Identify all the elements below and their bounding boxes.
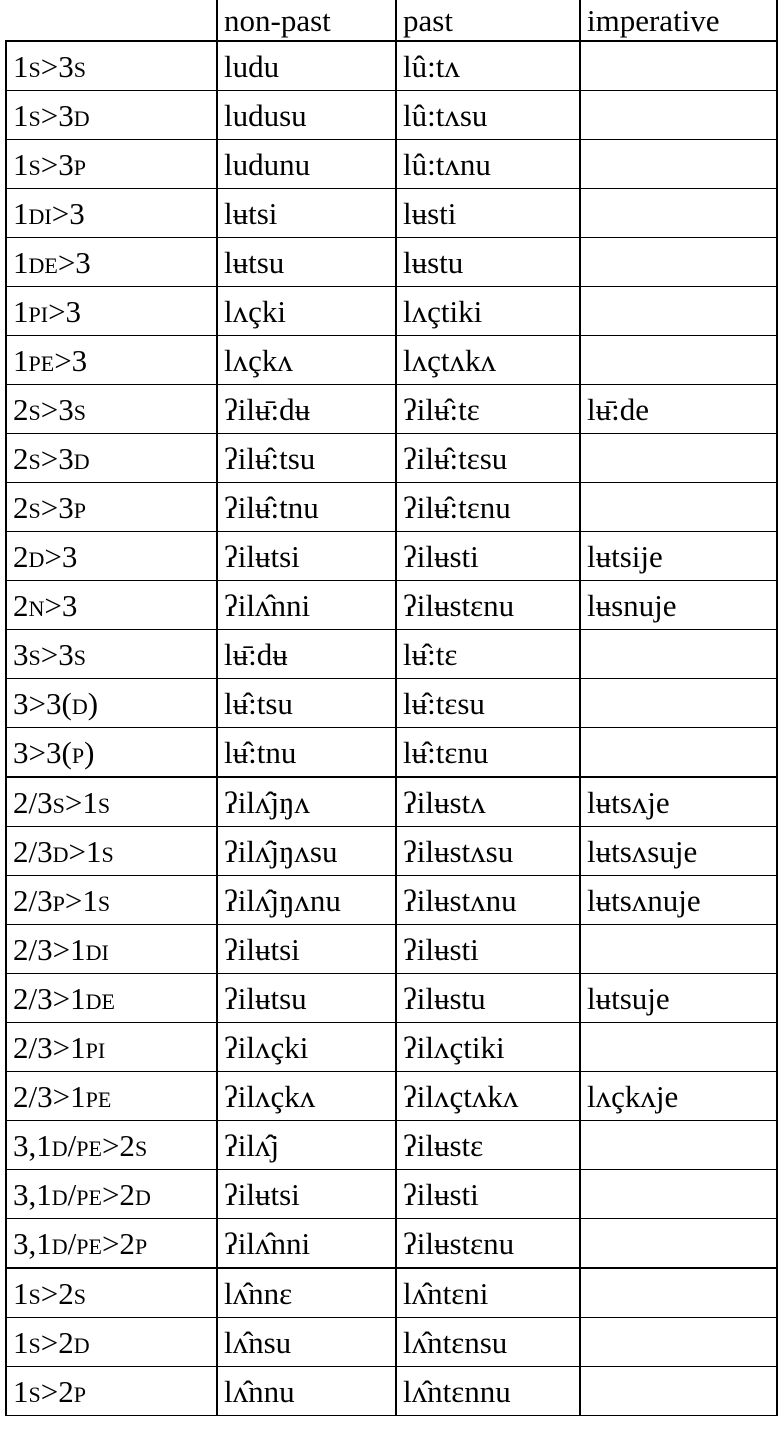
imperative-cell <box>580 41 777 91</box>
imperative-cell: lʌçkʌje <box>580 1072 777 1121</box>
imperative-cell <box>580 287 777 336</box>
non-past-cell: ʔilʉ̂:tnu <box>217 483 396 532</box>
imperative-cell: lʉtsʌje <box>580 777 777 827</box>
table-row <box>6 777 777 827</box>
imperative-cell: lʉtsʌnuje <box>580 876 777 925</box>
person-cell: 2D>3 <box>6 532 217 581</box>
past-cell: lʌçtiki <box>396 287 580 336</box>
past-cell: ʔilʌçtiki <box>396 1023 580 1072</box>
row-group <box>6 1268 777 1416</box>
non-past-cell: ʔilʉtsi <box>217 925 396 974</box>
table-row <box>6 876 777 925</box>
row-group <box>6 41 777 777</box>
past-cell: ʔilʉstʌnu <box>396 876 580 925</box>
non-past-cell: lʉ̂:tsu <box>217 679 396 728</box>
person-cell: 3,1D/PE>2P <box>6 1219 217 1269</box>
person-cell: 1S>2S <box>6 1268 217 1318</box>
person-cell: 2/3>1DI <box>6 925 217 974</box>
past-cell: lʌçtʌkʌ <box>396 336 580 385</box>
imperative-cell <box>580 1219 777 1269</box>
non-past-cell: ʔilʌ̂jŋʌsu <box>217 827 396 876</box>
past-cell: ʔilʉsti <box>396 1170 580 1219</box>
table-row <box>6 581 777 630</box>
past-cell: ʔilʉstɛnu <box>396 1219 580 1269</box>
past-cell: lʌ̂ntɛnsu <box>396 1318 580 1367</box>
imperative-cell <box>580 1023 777 1072</box>
past-cell: lû:tʌsu <box>396 91 580 140</box>
table-row <box>6 1219 777 1269</box>
imperative-cell <box>580 1170 777 1219</box>
person-cell: 1PI>3 <box>6 287 217 336</box>
person-cell: 3,1D/PE>2D <box>6 1170 217 1219</box>
imperative-cell <box>580 140 777 189</box>
past-cell: ʔilʉ̂:tɛnu <box>396 483 580 532</box>
non-past-cell: ʔilʌçkʌ <box>217 1072 396 1121</box>
header-past: past <box>396 0 580 41</box>
table-row <box>6 925 777 974</box>
past-cell: ʔilʉstɛ <box>396 1121 580 1170</box>
non-past-cell: lʌ̂nnu <box>217 1367 396 1416</box>
non-past-cell: ʔilʉ̂:tsu <box>217 434 396 483</box>
person-cell: 2/3S>1S <box>6 777 217 827</box>
person-cell: 2S>3S <box>6 385 217 434</box>
non-past-cell: ʔilʉtsi <box>217 1170 396 1219</box>
non-past-cell: ludusu <box>217 91 396 140</box>
table-row <box>6 385 777 434</box>
imperative-cell <box>580 91 777 140</box>
table-row <box>6 1170 777 1219</box>
past-cell: lû:tʌ <box>396 41 580 91</box>
person-cell: 1S>3D <box>6 91 217 140</box>
person-cell: 2S>3P <box>6 483 217 532</box>
past-cell: ʔilʉstɛnu <box>396 581 580 630</box>
non-past-cell: lʉtsi <box>217 189 396 238</box>
imperative-cell <box>580 728 777 778</box>
non-past-cell: lʉ̂:tnu <box>217 728 396 778</box>
header-person <box>6 0 217 41</box>
person-cell: 1S>2P <box>6 1367 217 1416</box>
past-cell: lʉ̂:tɛsu <box>396 679 580 728</box>
past-cell: lʉsti <box>396 189 580 238</box>
non-past-cell: ludu <box>217 41 396 91</box>
person-cell: 1S>3P <box>6 140 217 189</box>
imperative-cell <box>580 630 777 679</box>
person-cell: 3,1D/PE>2S <box>6 1121 217 1170</box>
person-cell: 2/3D>1S <box>6 827 217 876</box>
past-cell: ʔilʉ̂:tɛsu <box>396 434 580 483</box>
table-header <box>6 0 777 41</box>
imperative-cell <box>580 238 777 287</box>
non-past-cell: ʔilʌ̂jŋʌ <box>217 777 396 827</box>
paradigm-table <box>5 0 778 1416</box>
non-past-cell: ʔilʌ̂j <box>217 1121 396 1170</box>
imperative-cell <box>580 189 777 238</box>
table-row <box>6 1023 777 1072</box>
past-cell: lʉstu <box>396 238 580 287</box>
table-row <box>6 483 777 532</box>
table-row <box>6 1072 777 1121</box>
imperative-cell <box>580 925 777 974</box>
past-cell: ʔilʉstu <box>396 974 580 1023</box>
header-imperative: imperative <box>580 0 777 41</box>
past-cell: lʌ̂ntɛnnu <box>396 1367 580 1416</box>
past-cell: lʌ̂ntɛni <box>396 1268 580 1318</box>
imperative-cell <box>580 1121 777 1170</box>
non-past-cell: lʌ̂nnɛ <box>217 1268 396 1318</box>
imperative-cell <box>580 1318 777 1367</box>
non-past-cell: ʔilʌ̂nni <box>217 1219 396 1269</box>
imperative-cell <box>580 336 777 385</box>
imperative-cell <box>580 679 777 728</box>
table-row <box>6 1367 777 1416</box>
person-cell: 1DE>3 <box>6 238 217 287</box>
row-group <box>6 777 777 1268</box>
table-row <box>6 41 777 91</box>
table-row <box>6 827 777 876</box>
table-row <box>6 434 777 483</box>
imperative-cell: lʉ̄:de <box>580 385 777 434</box>
non-past-cell: ʔilʌ̂jŋʌnu <box>217 876 396 925</box>
person-cell: 2/3>1PI <box>6 1023 217 1072</box>
past-cell: ʔilʉstʌ <box>396 777 580 827</box>
past-cell: lʉ̂:tɛnu <box>396 728 580 778</box>
imperative-cell <box>580 1268 777 1318</box>
past-cell: ʔilʉstʌsu <box>396 827 580 876</box>
past-cell: lʉ̂:tɛ <box>396 630 580 679</box>
imperative-cell: lʉtsije <box>580 532 777 581</box>
non-past-cell: ʔilʉtsu <box>217 974 396 1023</box>
table-row <box>6 679 777 728</box>
person-cell: 3>3(D) <box>6 679 217 728</box>
table-row <box>6 1268 777 1318</box>
non-past-cell: ʔilʉtsi <box>217 532 396 581</box>
imperative-cell: lʉtsʌsuje <box>580 827 777 876</box>
person-cell: 2/3>1PE <box>6 1072 217 1121</box>
header-row <box>6 0 777 41</box>
non-past-cell: lʌ̂nsu <box>217 1318 396 1367</box>
non-past-cell: lʉtsu <box>217 238 396 287</box>
table-row <box>6 1121 777 1170</box>
table-row <box>6 336 777 385</box>
person-cell: 1PE>3 <box>6 336 217 385</box>
person-cell: 2/3P>1S <box>6 876 217 925</box>
non-past-cell: ʔilʌ̂nni <box>217 581 396 630</box>
past-cell: ʔilʉ̂:tɛ <box>396 385 580 434</box>
person-cell: 1S>2D <box>6 1318 217 1367</box>
table-row <box>6 532 777 581</box>
table-row <box>6 728 777 778</box>
table-row <box>6 140 777 189</box>
imperative-cell: lʉsnuje <box>580 581 777 630</box>
person-cell: 2S>3D <box>6 434 217 483</box>
person-cell: 3>3(P) <box>6 728 217 778</box>
imperative-cell <box>580 434 777 483</box>
table-row <box>6 1318 777 1367</box>
imperative-cell: lʉtsuje <box>580 974 777 1023</box>
non-past-cell: ʔilʉ̄:dʉ <box>217 385 396 434</box>
person-cell: 2/3>1DE <box>6 974 217 1023</box>
table-row <box>6 974 777 1023</box>
person-cell: 1S>3S <box>6 41 217 91</box>
table-row <box>6 287 777 336</box>
non-past-cell: ʔilʌçki <box>217 1023 396 1072</box>
non-past-cell: lʌçkʌ <box>217 336 396 385</box>
person-cell: 3S>3S <box>6 630 217 679</box>
past-cell: lû:tʌnu <box>396 140 580 189</box>
non-past-cell: lʌçki <box>217 287 396 336</box>
past-cell: ʔilʌçtʌkʌ <box>396 1072 580 1121</box>
header-non-past: non-past <box>217 0 396 41</box>
imperative-cell <box>580 1367 777 1416</box>
non-past-cell: lʉ̄:dʉ <box>217 630 396 679</box>
table-row <box>6 630 777 679</box>
person-cell: 2N>3 <box>6 581 217 630</box>
person-cell: 1DI>3 <box>6 189 217 238</box>
non-past-cell: ludunu <box>217 140 396 189</box>
table-row <box>6 189 777 238</box>
past-cell: ʔilʉsti <box>396 532 580 581</box>
table-row <box>6 238 777 287</box>
table-row <box>6 91 777 140</box>
imperative-cell <box>580 483 777 532</box>
past-cell: ʔilʉsti <box>396 925 580 974</box>
